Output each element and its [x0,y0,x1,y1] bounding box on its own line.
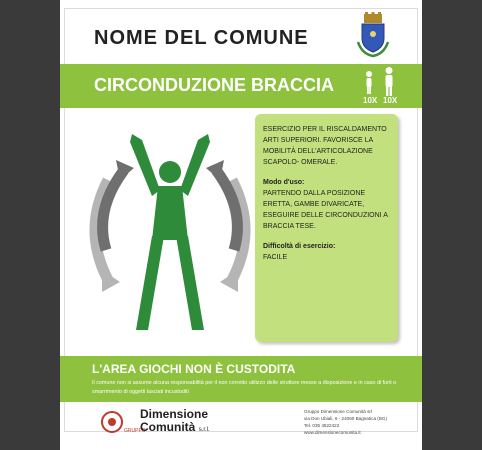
exercise-illustration [80,120,260,340]
exercise-title: CIRCONDUZIONE BRACCIA [94,75,334,95]
notice-text: Il comune non si assume alcuna responsabilità per il non corretto utilizzo delle strutture messe a disposizione e in caso di furti o smarrimento di oggetti lasciati incustoditi [92,380,397,395]
difficulty-heading: Difficoltà di esercizio: [263,243,336,250]
logo-line-2: Comunità [140,420,196,434]
logo-suffix: s.r.l. [198,427,210,433]
notice-title: L'AREA GIOCHI NON È CUSTODITA [92,362,296,376]
contact-info [304,408,414,436]
usage-text: PARTENDO DALLA POSIZIONE ERETTA, GAMBE DIVARICATE, ESEGUIRE DELLE CIRCONDUZIONI A BRACCIA TESE. [263,190,388,230]
logo-small-text: GRUPPO [124,428,146,434]
usage-heading: Modo d'uso: [263,179,305,186]
contact-line: via Don Ubiali, 6 - 24060 Bagnatica (BG) [304,416,387,421]
adult-icon [386,67,393,96]
notice-band [60,356,422,402]
child-reps: 10X [363,96,378,105]
child-icon [366,71,372,94]
adult-reps: 10X [383,96,398,105]
contact-line: Tel. 035 4522422 [304,423,340,428]
contact-line: www.dimensionecomunita.it [304,430,361,435]
exercise-band [60,64,422,108]
crest-icon [356,12,390,58]
difficulty-value: FACILE [263,254,288,261]
instructions-card [255,114,398,342]
company-logo-text [140,408,210,437]
company-logo-icon [98,408,146,436]
exercise-description: ESERCIZIO PER IL RISCALDAMENTO ARTI SUPERIORI. FAVORISCE LA MOBILITÀ DELL'ARTICOLAZIONE SCAPOLO- OMERALE. [263,126,387,166]
sign-panel [60,0,422,450]
logo-line-1: Dimensione [140,407,209,421]
contact-line: Gruppo Dimensione Comunità srl [304,409,372,414]
footer [60,402,422,450]
person-figure [130,134,210,330]
municipality-title: NOME DEL COMUNE [94,27,309,49]
